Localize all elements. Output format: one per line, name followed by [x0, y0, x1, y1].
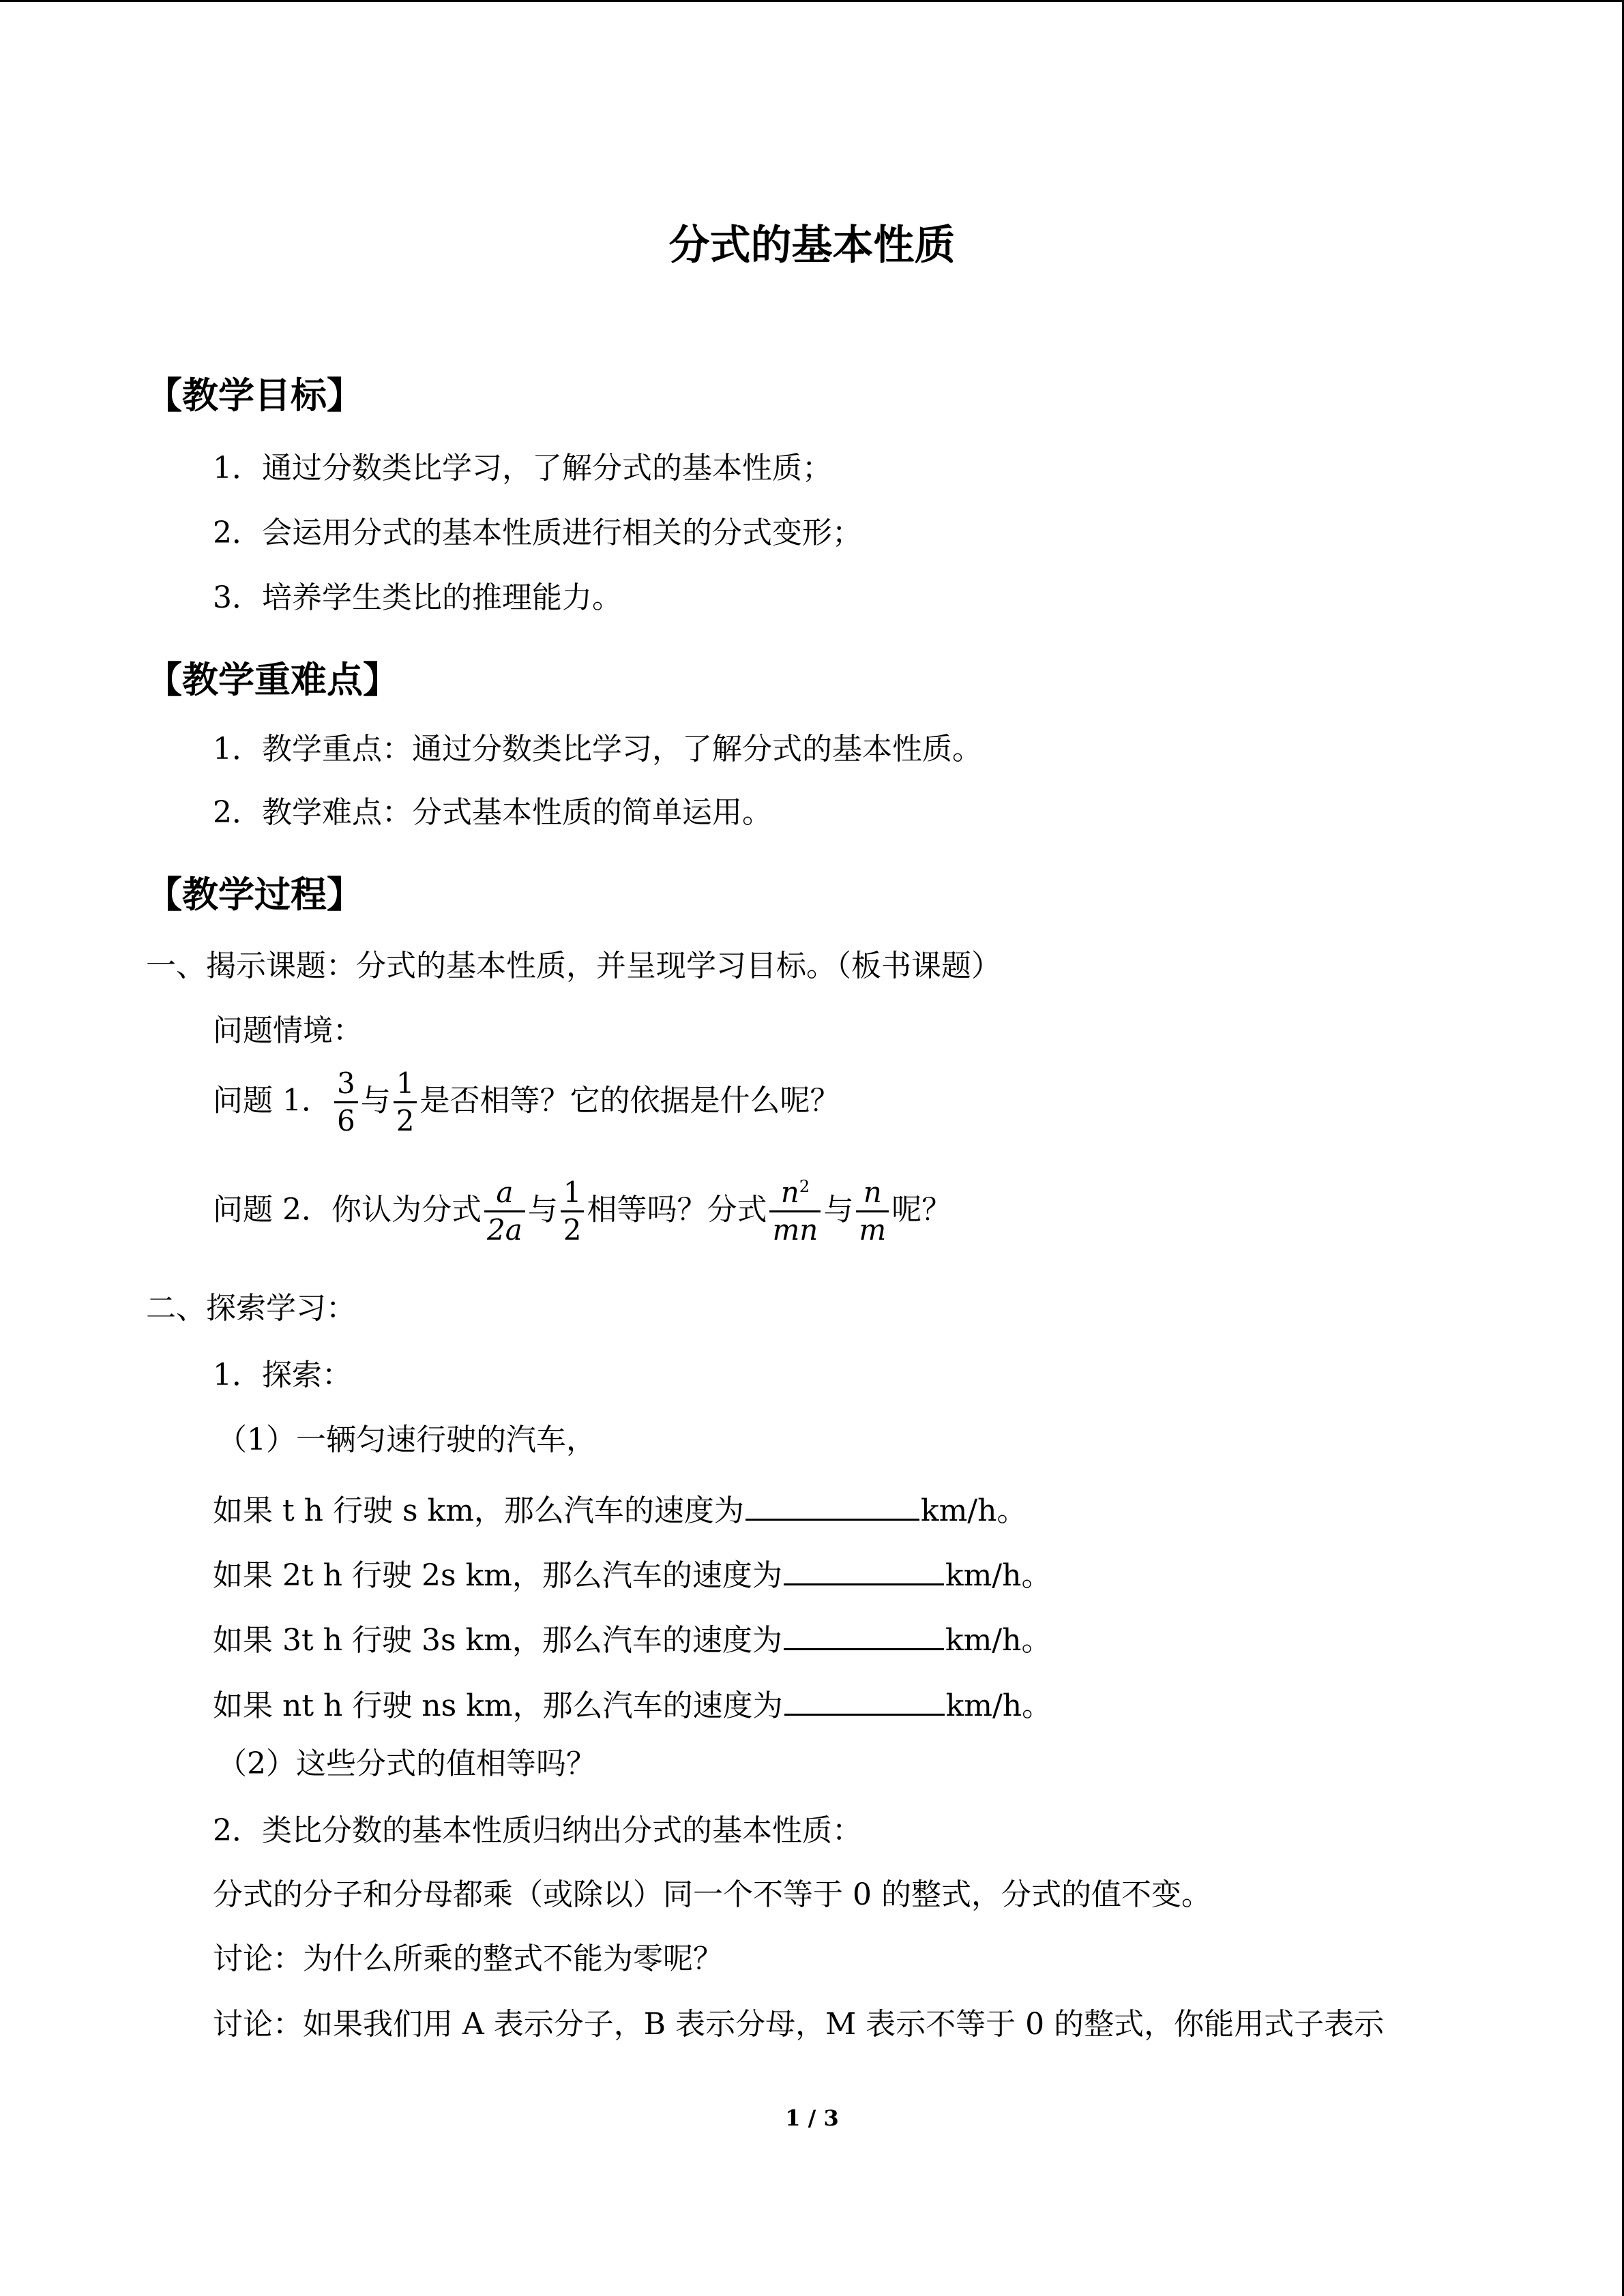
fraction-3-6 — [334, 1067, 358, 1138]
question-2-connector-3: 与 — [823, 1192, 854, 1227]
answer-blank[interactable] — [784, 1686, 945, 1716]
question-2-connector-1: 与 — [527, 1192, 558, 1227]
speed-line-text: 如果 t h 行驶 s km，那么汽车的速度为 — [213, 1493, 744, 1528]
sub-question-1: （1）一辆匀速行驶的汽车， — [217, 1422, 596, 1457]
explore-label: 1．探索： — [213, 1358, 352, 1392]
fraction-1-2 — [394, 1067, 417, 1138]
question-1-prefix: 问题 1． — [213, 1083, 331, 1118]
answer-blank[interactable] — [745, 1491, 919, 1521]
scenario-label: 问题情境： — [213, 1013, 363, 1048]
speed-unit: km/h。 — [945, 1688, 1052, 1723]
question-2 — [213, 1176, 951, 1247]
speed-line-2 — [213, 1556, 1051, 1591]
question-2-suffix: 呢？ — [891, 1192, 952, 1227]
question-2-connector-2: 相等吗？分式 — [587, 1192, 767, 1227]
heading-goals: 【教学目标】 — [146, 375, 363, 417]
page-title: 分式的基本性质 — [668, 222, 956, 269]
question-1 — [213, 1067, 840, 1138]
fraction-n-m — [856, 1176, 889, 1247]
speed-unit: km/h。 — [945, 1558, 1052, 1593]
fraction-denominator: 6 — [334, 1101, 358, 1137]
speed-line-3 — [213, 1621, 1051, 1656]
fraction-numerator-base: n — [780, 1176, 799, 1209]
fraction-n2-mn — [769, 1176, 821, 1247]
discussion-1: 讨论：为什么所乘的整式不能为零呢？ — [213, 1941, 723, 1976]
part1-title: 一、揭示课题：分式的基本性质，并呈现学习目标。（板书课题） — [146, 949, 1001, 983]
fraction-1-2 — [561, 1176, 585, 1247]
question-2-prefix: 问题 2．你认为分式 — [213, 1192, 482, 1227]
page-number: 1 / 3 — [785, 2105, 839, 2131]
fraction-numerator: n — [863, 1176, 882, 1209]
fraction-denominator: 2 — [561, 1210, 585, 1247]
fraction-denominator: mn — [772, 1213, 818, 1247]
speed-unit: km/h。 — [945, 1623, 1052, 1658]
fraction-numerator: 1 — [563, 1176, 582, 1209]
fraction-denominator: 2 — [394, 1101, 417, 1137]
speed-line-text: 如果 3t h 行驶 3s km，那么汽车的速度为 — [213, 1623, 782, 1658]
fraction-numerator: 3 — [336, 1067, 355, 1100]
key-point-item-2: 2．教学难点：分式基本性质的简单运用。 — [213, 795, 772, 830]
fraction-denominator: 2a — [486, 1213, 522, 1247]
analogy-heading: 2．类比分数的基本性质归纳出分式的基本性质： — [213, 1813, 862, 1848]
fraction-property-statement: 分式的分子和分母都乘（或除以）同一个不等于 0 的整式，分式的值不变。 — [213, 1877, 1211, 1912]
goal-item-1: 1．通过分数类比学习，了解分式的基本性质； — [213, 451, 832, 486]
goal-item-3: 3．培养学生类比的推理能力。 — [213, 580, 622, 615]
speed-line-4 — [213, 1686, 1052, 1721]
heading-process: 【教学过程】 — [146, 874, 363, 916]
question-1-connector: 与 — [360, 1083, 391, 1118]
speed-unit: km/h。 — [920, 1493, 1027, 1528]
speed-line-text: 如果 nt h 行驶 ns km，那么汽车的速度为 — [213, 1688, 783, 1723]
discussion-2: 讨论：如果我们用 A 表示分子，B 表示分母，M 表示不等于 0 的整式，你能用式子表示 — [213, 2007, 1385, 2042]
fraction-numerator: a — [496, 1176, 514, 1209]
speed-line-text: 如果 2t h 行驶 2s km，那么汽车的速度为 — [213, 1558, 782, 1593]
speed-line-1 — [213, 1491, 1027, 1526]
fraction-denominator: m — [859, 1213, 887, 1247]
fraction-a-2a — [484, 1176, 525, 1247]
fraction-numerator-exponent: 2 — [799, 1177, 810, 1196]
part2-title: 二、探索学习： — [146, 1291, 356, 1326]
goal-item-2: 2．会运用分式的基本性质进行相关的分式变形； — [213, 516, 862, 550]
sub-question-2: （2）这些分式的值相等吗？ — [217, 1746, 596, 1781]
question-1-suffix: 是否相等？它的依据是什么呢？ — [419, 1083, 840, 1118]
answer-blank[interactable] — [784, 1621, 944, 1650]
fraction-numerator: 1 — [396, 1067, 415, 1100]
key-point-item-1: 1．教学重点：通过分数类比学习，了解分式的基本性质。 — [213, 732, 982, 766]
heading-key-points: 【教学重难点】 — [146, 659, 399, 701]
answer-blank[interactable] — [784, 1556, 944, 1585]
